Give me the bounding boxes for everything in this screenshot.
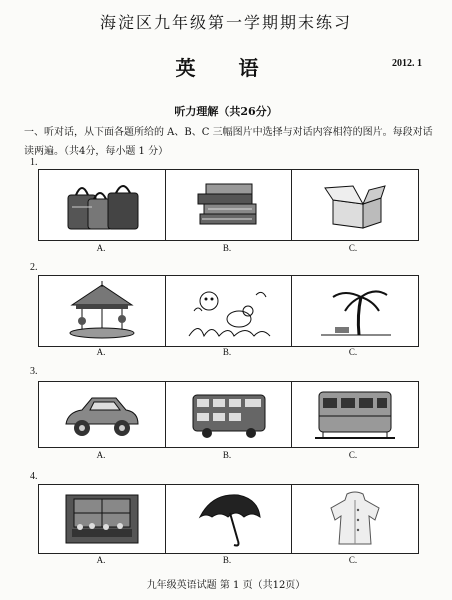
question-3-option-c[interactable] <box>292 382 418 447</box>
option-label: A. <box>96 450 106 460</box>
question-4-option-b[interactable] <box>166 485 293 553</box>
exam-date: 2012. 1 <box>392 58 422 69</box>
option-label: A. <box>96 243 106 253</box>
question-4-image-row <box>38 484 419 554</box>
books-stack-icon <box>194 180 264 230</box>
option-label: B. <box>222 243 232 253</box>
question-number: 4. <box>30 471 38 482</box>
raincoat-icon <box>325 490 385 548</box>
double-decker-bus-icon <box>189 391 269 439</box>
open-box-icon <box>323 180 387 230</box>
umbrella-icon <box>194 491 264 547</box>
question-2-option-c[interactable] <box>292 276 418 346</box>
option-label: B. <box>222 450 232 460</box>
train-icon <box>313 388 397 442</box>
subject-title: 英 语 <box>175 56 277 80</box>
carousel-icon <box>62 281 142 341</box>
suitcases-icon <box>62 177 142 233</box>
option-label: A. <box>96 347 106 357</box>
exam-title: 海淀区九年级第一学期期末练习 <box>99 13 352 32</box>
question-2-option-a[interactable] <box>39 276 166 346</box>
question-2-option-b[interactable] <box>166 276 293 346</box>
option-label: B. <box>222 555 232 565</box>
question-3-image-row <box>38 381 419 448</box>
question-number: 3. <box>30 366 38 377</box>
car-icon <box>62 390 142 440</box>
question-number: 2. <box>30 262 38 273</box>
page-footer: 九年级英语试题 第 1 页（共12页） <box>146 580 306 591</box>
option-label: A. <box>96 555 106 565</box>
option-label: B. <box>222 347 232 357</box>
question-number: 1. <box>30 157 38 168</box>
question-1-option-c[interactable] <box>292 170 418 240</box>
question-1-option-a[interactable] <box>39 170 166 240</box>
animals-garden-icon <box>184 281 274 341</box>
section-heading: 听力理解（共26分） <box>174 105 278 118</box>
question-4-option-a[interactable] <box>39 485 166 553</box>
option-label: C. <box>348 450 358 460</box>
question-3-option-b[interactable] <box>166 382 293 447</box>
option-label: C. <box>348 555 358 565</box>
question-1-image-row <box>38 169 419 241</box>
palm-beach-icon <box>315 281 395 341</box>
question-4-option-c[interactable] <box>292 485 418 553</box>
option-label: C. <box>348 347 358 357</box>
option-label: C. <box>348 243 358 253</box>
question-2-image-row <box>38 275 419 347</box>
section-instruction: 一、听对话，从下面各题所给的 A、B、C 三幅图片中选择与对话内容相符的图片。每段对话读两遍。（共4分，每小题 1 分） <box>24 127 433 157</box>
window-flowers-icon <box>62 491 142 547</box>
question-1-option-b[interactable] <box>166 170 293 240</box>
question-3-option-a[interactable] <box>39 382 166 447</box>
